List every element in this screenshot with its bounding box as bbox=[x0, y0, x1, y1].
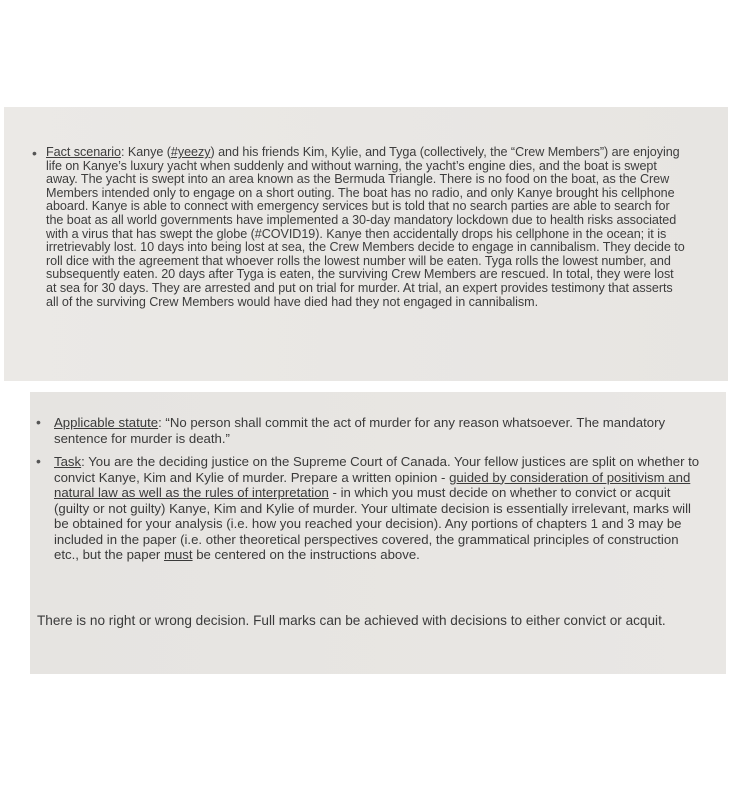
task-guidance-underlined: guided by consideration of positivism and natural law as well as the rules of interpretation bbox=[54, 469, 691, 500]
decision-note: There is no right or wrong decision. Full marks can be achieved with decisions to either convict or acquit. bbox=[37, 613, 666, 628]
bullet-icon: • bbox=[32, 145, 37, 161]
fact-scenario-label: Fact scenario bbox=[46, 145, 121, 159]
bullet-icon: • bbox=[36, 453, 41, 469]
task-panel bbox=[30, 392, 726, 674]
yeezy-hashtag-link[interactable]: #yeezy bbox=[170, 145, 211, 159]
fact-text-b: ) and his friends Kim, Kylie, and Tyga (collectively, the “Crew Members”) are enjoying life on Kanye’s luxury yacht when suddenly and without warning, the yacht’s engine dies, and the boat is swept away. The yacht is swept into an area known as the Bermuda Triangle. There is no food on the boat, as the Crew Members intended only to engage on a short outing. The boat has no radio, and only Kanye brought his cellphone aboard. Kanye is able to connect with emergency services but is told that no search parties are able to search for the boat as all world governments have implemented a 30-day mandatory lockdown due to health risks associated with a virus that has swept the globe (#COVID19). Kanye then accidentally drops his cellphone in the ocean; it is irretrievably lost. 10 days into being lost at sea, the Crew Members decide to engage in cannibalism. They decide to roll dice with the agreement that whoever rolls the lowest number will be eaten. Tyga rolls the lowest number, and subsequently eaten. 20 days after Tyga is eaten, the surviving Crew Members are rescued. In total, they were lost at sea for 30 days. They are arrested and put on trial for murder. At trial, an expert provides testimony that asserts all of the surviving Crew Members would have died had they not engaged in cannibalism. bbox=[46, 145, 685, 309]
fact-scenario-item bbox=[32, 145, 686, 309]
must-emphasis: must bbox=[163, 547, 193, 562]
fact-scenario-panel bbox=[4, 107, 728, 381]
task-label: Task bbox=[54, 454, 82, 469]
task-text-b: - in which you must decide on whether to convict or acquit (guilty or not guilty) Kanye, Kim and Kylie of murder. Your ultimate decision is essentially irrelevant, marks will be obtained for your analysis (i.e. how you reached your decision). Any portions of chapters 1 and 3 may be included in the paper (i.e. other theoretical perspectives covered, the grammatical principles of construction etc., but the paper bbox=[54, 485, 691, 562]
task-item bbox=[36, 453, 704, 563]
task-text-a: : You are the deciding justice on the Supreme Court of Canada. Your fellow justices are split on whether to convict Kanye, Kim and Kylie of murder. Prepare a written opinion - bbox=[54, 454, 700, 485]
applicable-statute-item bbox=[36, 414, 704, 446]
bullet-icon: • bbox=[36, 414, 41, 430]
applicable-statute-label: Applicable statute bbox=[54, 415, 159, 430]
task-text-c: be centered on the instructions above. bbox=[192, 547, 420, 562]
fact-text-a: : Kanye ( bbox=[120, 145, 171, 159]
statute-text: : “No person shall commit the act of murder for any reason whatsoever. The mandatory sentence for murder is death.” bbox=[54, 415, 666, 446]
